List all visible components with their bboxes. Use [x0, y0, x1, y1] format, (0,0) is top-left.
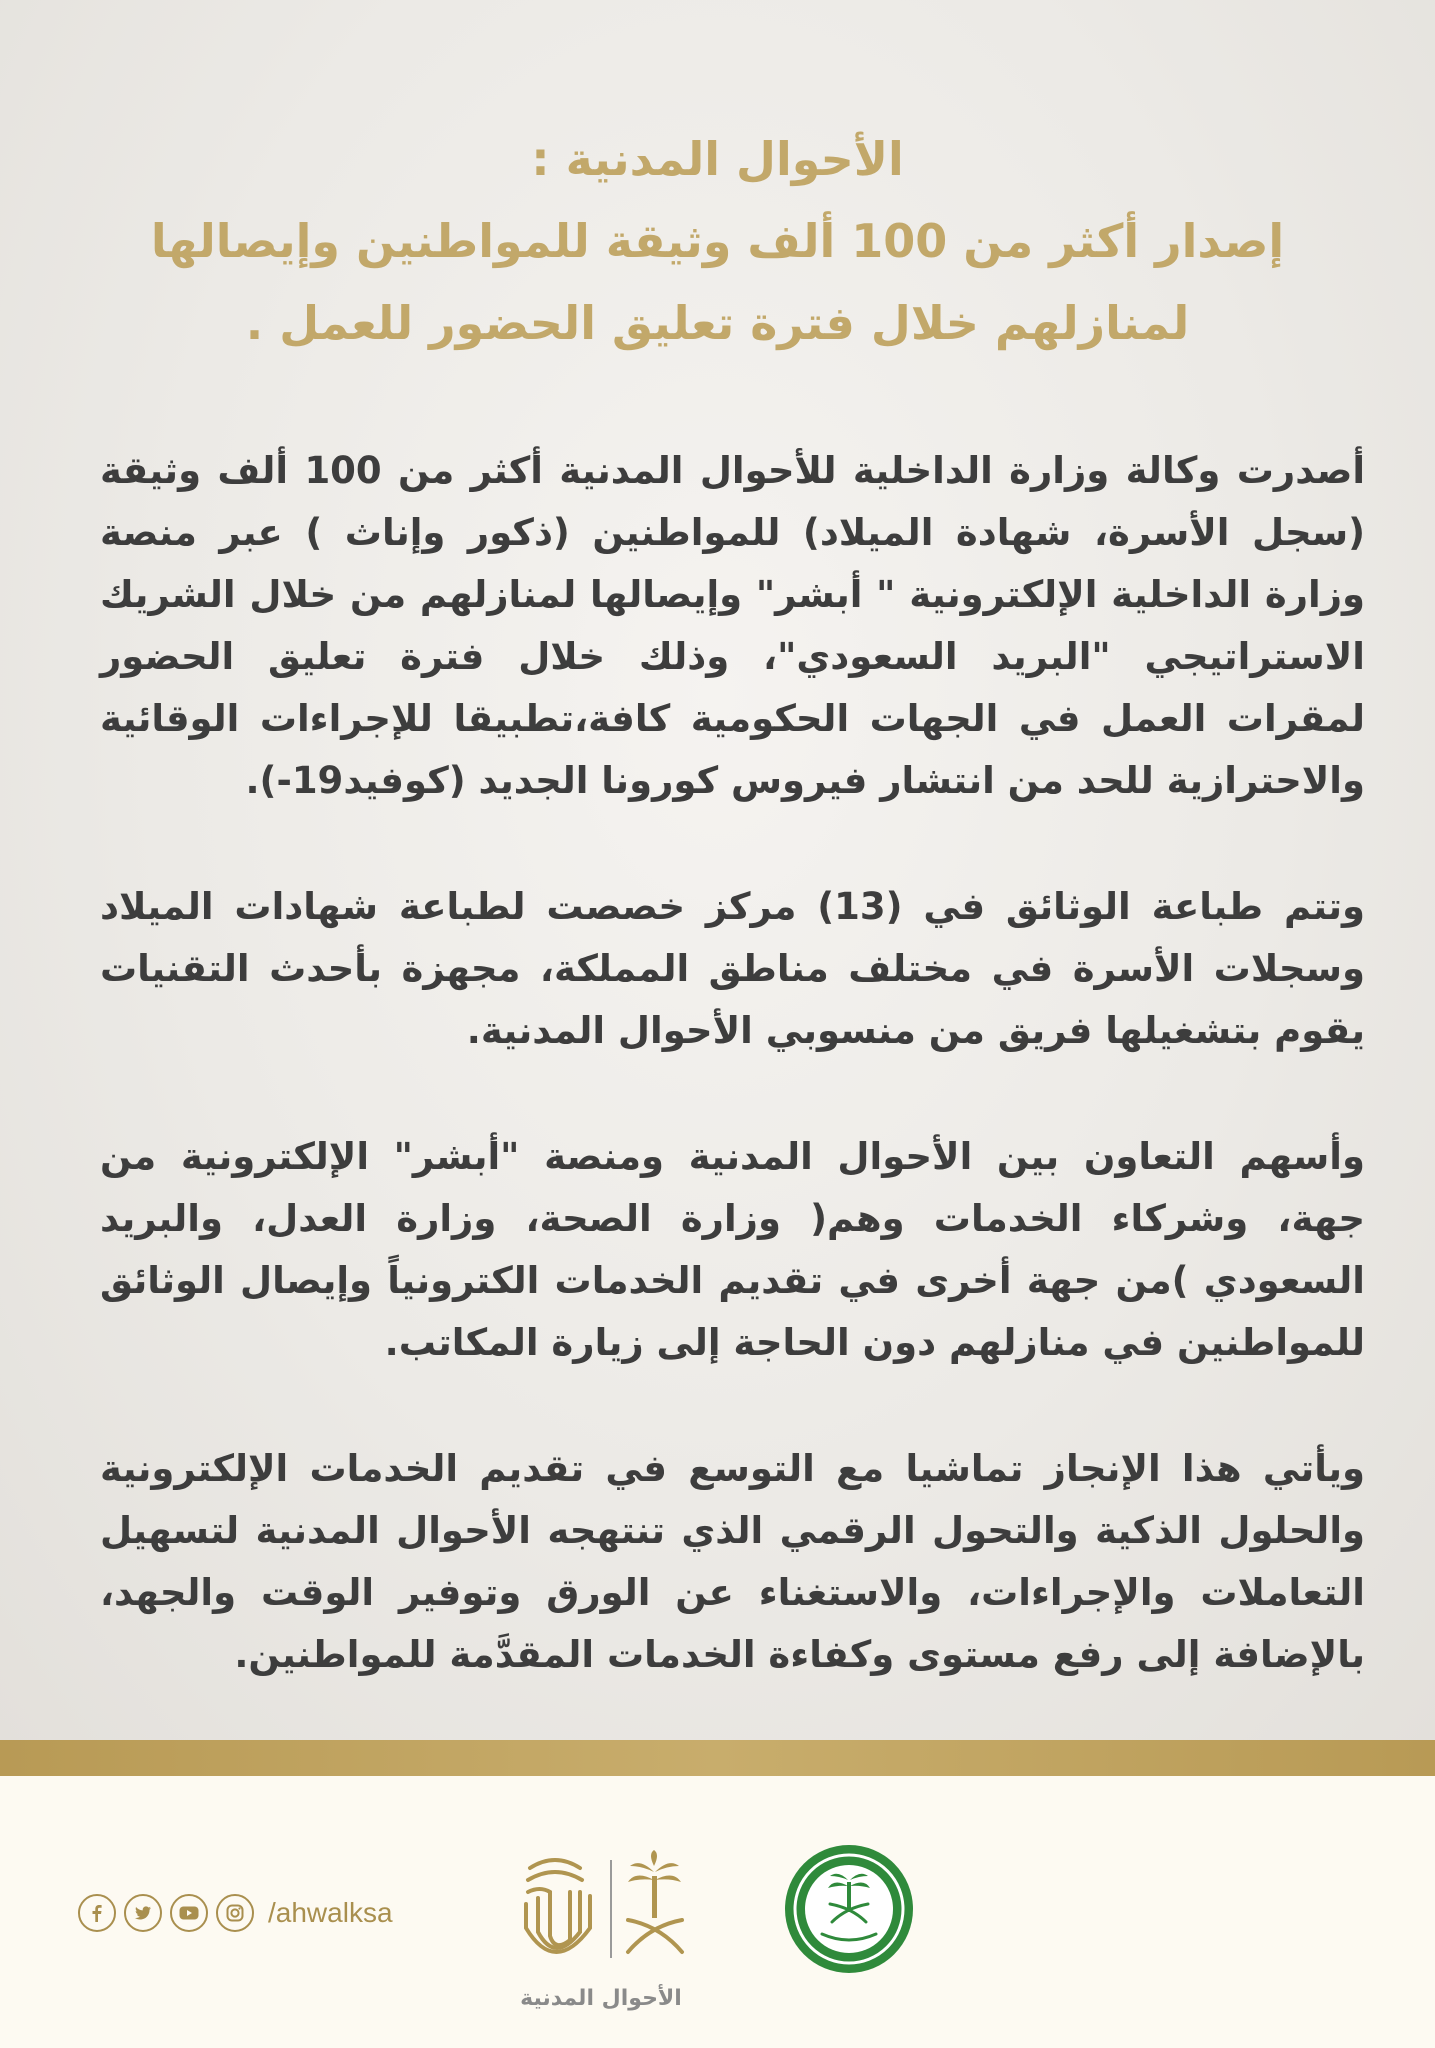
headline-line-3: لمنازلهم خلال فترة تعليق الحضور للعمل .: [245, 296, 1190, 350]
headline-line-1: الأحوال المدنية :: [531, 132, 904, 186]
youtube-icon[interactable]: [170, 1894, 208, 1932]
facebook-icon[interactable]: [78, 1894, 116, 1932]
headline: [120, 118, 1315, 364]
civil-affairs-logo-icon: [510, 1840, 700, 1990]
paragraph: وتتم طباعة الوثائق في (13) مركز خصصت لطباعة شهادات الميلاد وسجلات الأسرة في مختلف مناطق المملكة، مجهزة بأحدث التقنيات يقوم بتشغيلها فريق من منسوبي الأحوال المدنية.: [100, 885, 1366, 1052]
ministry-emblem-icon: [782, 1842, 916, 1976]
paragraph: ويأتي هذا الإنجاز تماشيا مع التوسع في تقديم الخدمات الإلكترونية والحلول الذكية والتحول الرقمي الذي تنتهجه الأحوال المدنية لتسهيل التعاملات والإجراءات، والاستغناء عن الورق وتوفير الوقت والجهد، بالإضافة إلى رفع مستوى وكفاءة الخدمات المقدَّمة للمواطنين.: [100, 1447, 1365, 1676]
twitter-icon[interactable]: [124, 1894, 162, 1932]
paragraph: أصدرت وكالة وزارة الداخلية للأحوال المدنية أكثر من 100 ألف وثيقة (سجل الأسرة، شهادة الميلاد) للمواطنين (ذكور وإناث ) عبر منصة وزارة الداخلية الإلكترونية " أبشر" وإيصالها لمنازلهم من خلال الشريك الاستراتيجي "البريد السعودي"، وذلك خلال فترة تعليق الحضور لمقرات العمل في الجهات الحكومية كافة،تطبيقا للإجراءات الوقائية والاحترازية للحد من انتشار فيروس كورونا الجديد (كوفيد19-).: [100, 449, 1366, 802]
civil-affairs-logo-text: الأحوال المدنية: [520, 1986, 682, 2011]
article-body: [100, 440, 1365, 1750]
social-links: [78, 1890, 393, 1936]
headline-line-2: إصدار أكثر من 100 ألف وثيقة للمواطنين وإيصالها: [150, 214, 1285, 268]
gold-divider-band: [0, 1740, 1435, 1776]
social-handle[interactable]: /ahwalksa: [268, 1897, 393, 1928]
instagram-icon[interactable]: [216, 1894, 254, 1932]
paragraph: وأسهم التعاون بين الأحوال المدنية ومنصة "أبشر" الإلكترونية من جهة، وشركاء الخدمات وهم( وزارة الصحة، وزارة العدل، والبريد السعودي )من جهة أخرى في تقديم الخدمات الكترونياً وإيصال الوثائق للمواطنين في منازلهم دون الحاجة إلى زيارة المكاتب.: [100, 1135, 1365, 1364]
